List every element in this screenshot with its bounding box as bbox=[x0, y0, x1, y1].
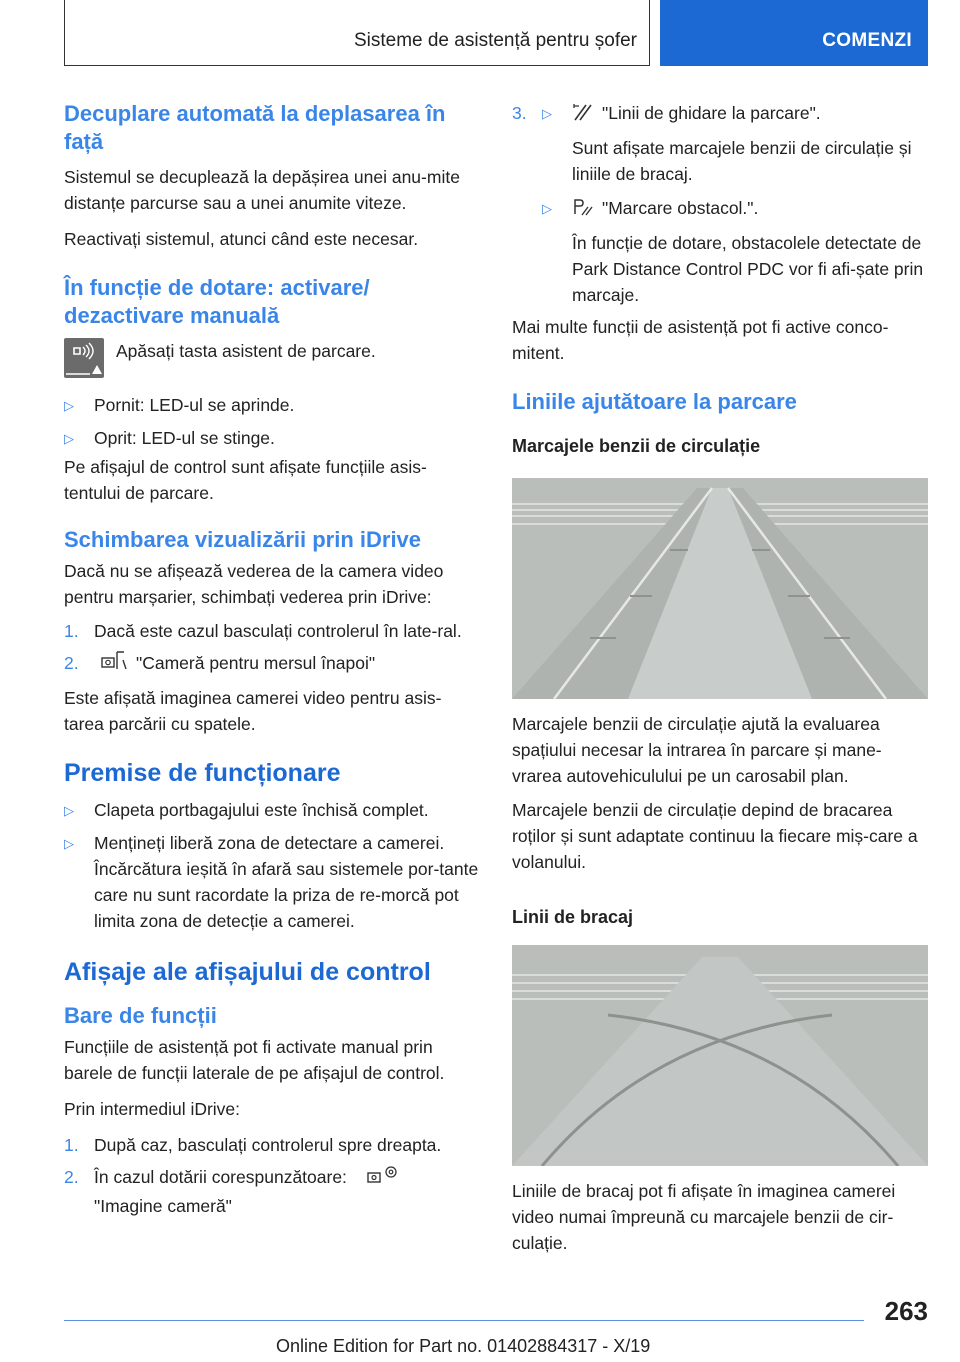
heading-manual: În funcție de dotare: activare/ dezactivare manuală bbox=[64, 275, 370, 328]
header-section-box bbox=[64, 0, 650, 66]
heading-auto-off: Decuplare automată la deplasarea în față bbox=[64, 101, 446, 154]
paragraph-multi: Mai multe funcții de asistență pot fi active conco-mitent. bbox=[512, 317, 889, 363]
list-item bbox=[64, 1132, 479, 1158]
triangle-bullet-icon: ▷ bbox=[542, 106, 552, 121]
step-number: 1. bbox=[64, 621, 79, 641]
heading-bars: Bare de funcții bbox=[64, 1003, 217, 1028]
chapter-label: COMENZI bbox=[822, 30, 912, 51]
list-item-text: Pornit: LED-ul se aprinde. bbox=[94, 395, 295, 415]
triangle-bullet-icon: ▷ bbox=[64, 398, 74, 413]
sub-item-label: "Linii de ghidare la parcare". bbox=[602, 103, 821, 123]
rear-camera-icon bbox=[100, 650, 128, 679]
park-assist-key-icon bbox=[64, 338, 104, 378]
list-item-text: Mențineți liberă zona de detectare a camerei. Încărcătura ieșită în afară sau sistemele por-tante care nu sunt racordate la priza de re-morcă pot limita zona de detecție a camerei. bbox=[94, 833, 479, 931]
heading-view: Schimbarea vizualizării prin iDrive bbox=[64, 527, 422, 552]
sub-item-desc: Sunt afișate marcajele benzii de circulație și liniile de bracaj. bbox=[572, 138, 912, 184]
paragraph-display: Pe afișajul de control sunt afișate funcțiile asis-tentului de parcare. bbox=[64, 457, 427, 503]
right-column bbox=[512, 100, 928, 1256]
chapter-badge bbox=[660, 0, 928, 66]
sub-item bbox=[542, 195, 928, 224]
list-item bbox=[64, 425, 479, 452]
heading-display: Afișaje ale afișajului de control bbox=[64, 958, 431, 986]
triangle-bullet-icon: ▷ bbox=[64, 431, 74, 446]
list-item bbox=[64, 797, 479, 824]
left-column bbox=[64, 100, 479, 1219]
lane-markings-image bbox=[512, 478, 928, 699]
heading-lane: Marcajele benzii de circulație bbox=[512, 436, 761, 456]
list-item bbox=[64, 1164, 479, 1219]
heading-premise: Premise de funcționare bbox=[64, 759, 341, 787]
triangle-bullet-icon: ▷ bbox=[542, 201, 552, 216]
sub-item-label: "Marcare obstacol.". bbox=[602, 198, 759, 218]
footer-rule bbox=[64, 1320, 864, 1321]
step-text: "Cameră pentru mersul înapoi" bbox=[136, 653, 376, 673]
step-number: 2. bbox=[64, 1167, 79, 1187]
camera-settings-icon bbox=[366, 1164, 400, 1193]
paragraph-view: Dacă nu se afișează vederea de la camera video pentru marșarier, schimbați vederea prin iDrive: bbox=[64, 561, 444, 607]
paragraph-idrive: Prin intermediul iDrive: bbox=[64, 1099, 241, 1119]
paragraph-lane-1: Marcajele benzii de circulație ajută la evaluarea spațiului necesar la intrarea în parcare și mane-vrarea autovehiculului pe un carosabil plan. bbox=[512, 714, 882, 786]
footer-edition: Online Edition for Part no. 01402884317 - X/19 bbox=[276, 1336, 651, 1356]
triangle-bullet-icon: ▷ bbox=[64, 803, 74, 818]
page-number: 263 bbox=[884, 1296, 928, 1326]
list-item bbox=[64, 830, 479, 934]
paragraph-auto-off-1: Sistemul se decuplează la depășirea unei anu-mite distanțe parcurse sau a unei anumite viteze. bbox=[64, 167, 460, 213]
obstacle-marking-icon bbox=[572, 197, 594, 224]
heading-turn: Linii de bracaj bbox=[512, 907, 634, 927]
step-text-2: "Imagine cameră" bbox=[94, 1196, 232, 1216]
section-title: Sisteme de asistență pentru șofer bbox=[353, 30, 637, 51]
sub-item bbox=[542, 100, 928, 129]
paragraph-lane-2: Marcajele benzii de circulație depind de bracarea roților și sunt adaptate continuu la fiecare miș-care a volanului. bbox=[512, 800, 918, 872]
triangle-bullet-icon: ▷ bbox=[64, 836, 74, 851]
list-item-text: Oprit: LED-ul se stinge. bbox=[94, 428, 275, 448]
sub-item-desc: În funcție de dotare, obstacolele detectate de Park Distance Control PDC vor fi afi-șate prin marcaje. bbox=[572, 233, 924, 305]
list-item bbox=[64, 650, 479, 679]
parking-guide-lines-icon bbox=[572, 102, 594, 129]
list-item bbox=[64, 392, 479, 419]
paragraph-turn: Liniile de bracaj pot fi afișate în imaginea camerei video numai împreună cu marcajele benzii de cir-culație. bbox=[512, 1181, 896, 1253]
list-item bbox=[64, 618, 479, 644]
step-text: În cazul dotării corespunzătoare: bbox=[94, 1167, 347, 1187]
list-item bbox=[512, 100, 928, 308]
page-header bbox=[64, 0, 928, 66]
step-text: După caz, basculați controlerul spre dreapta. bbox=[94, 1135, 442, 1155]
paragraph-auto-off-2: Reactivați sistemul, atunci când este necesar. bbox=[64, 229, 419, 249]
paragraph-key: Apăsați tasta asistent de parcare. bbox=[116, 341, 376, 361]
paragraph-bars: Funcțiile de asistență pot fi activate manual prin barele de funcții laterale de pe afișajul de control. bbox=[64, 1037, 445, 1083]
step-number: 1. bbox=[64, 1135, 79, 1155]
key-instruction bbox=[64, 338, 479, 378]
step-text: Dacă este cazul basculați controlerul în late-ral. bbox=[94, 621, 462, 641]
step-number: 2. bbox=[64, 653, 79, 673]
step-number: 3. bbox=[512, 103, 527, 123]
heading-lines: Liniile ajutătoare la parcare bbox=[512, 389, 797, 414]
paragraph-view-result: Este afișată imaginea camerei video pentru asis-tarea parcării cu spatele. bbox=[64, 688, 442, 734]
list-item-text: Clapeta portbagajului este închisă complet. bbox=[94, 800, 429, 820]
turning-lines-image bbox=[512, 945, 928, 1166]
